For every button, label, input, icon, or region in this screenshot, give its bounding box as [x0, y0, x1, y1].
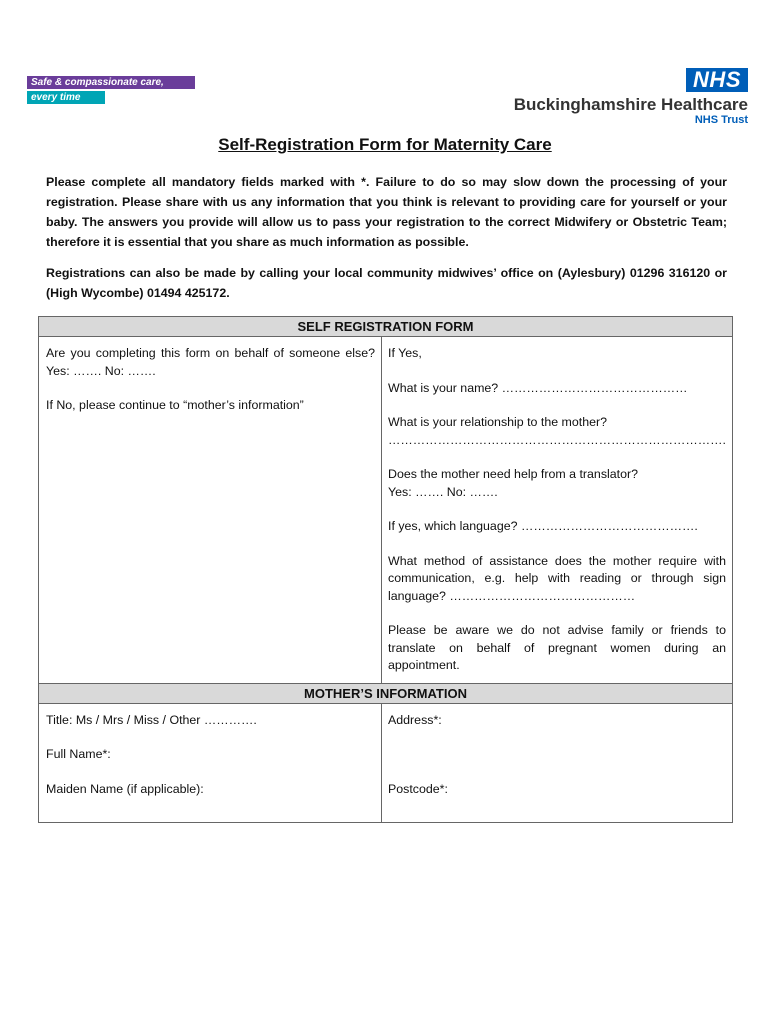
- if-yes-label: If Yes,: [388, 346, 422, 360]
- organisation-name: Buckinghamshire Healthcare: [513, 95, 748, 114]
- mother-details-section: [39, 703, 382, 822]
- mothers-information-header: MOTHER’S INFORMATION: [39, 683, 733, 703]
- self-registration-header: SELF REGISTRATION FORM: [39, 317, 733, 337]
- tagline-line-2: every time: [27, 91, 105, 104]
- translator-question-label: Does the mother need help from a translator?: [388, 467, 639, 481]
- nhs-logo: NHS: [686, 68, 748, 92]
- postcode-field[interactable]: Postcode*:: [388, 782, 448, 796]
- address-field[interactable]: Address*:: [388, 712, 442, 727]
- intro-paragraph-1: Please complete all mandatory fields marked with *. Failure to do so may slow down the processing of your registration. Please share with us any information that you think is relevant to providing care for yourself or your baby. The answers you provide will allow us to pass your registration to the correct Midwifery or Obstetric Team; therefore it is essential that you share as much information as possible.: [46, 175, 727, 249]
- full-name-field[interactable]: Full Name*:: [46, 747, 111, 761]
- representative-section: [382, 337, 733, 684]
- trust-tagline: [27, 76, 195, 106]
- if-no-instruction: If No, please continue to “mother’s information”: [46, 398, 304, 412]
- language-field[interactable]: If yes, which language? …………………………………….: [388, 519, 698, 533]
- translation-notice: Please be aware we do not advise family or friends to translate on behalf of pregnant women during an appointment.: [388, 623, 726, 672]
- maiden-name-field[interactable]: Maiden Name (if applicable):: [46, 781, 204, 796]
- title-field[interactable]: Title: Ms / Mrs / Miss / Other ………….: [46, 712, 257, 727]
- translator-question[interactable]: [388, 466, 726, 501]
- document-title: Self-Registration Form for Maternity Care: [218, 135, 552, 154]
- nhs-trust-logo: [514, 68, 748, 126]
- behalf-section: [39, 337, 382, 684]
- organisation-subtitle: NHS Trust: [694, 114, 748, 126]
- translator-options[interactable]: Yes: ……. No: …….: [388, 484, 498, 499]
- address-space: [388, 746, 726, 781]
- relationship-field[interactable]: What is your relationship to the mother? ……………………………………………………………………….: [388, 415, 726, 447]
- intro-paragraph-2: Registrations can also be made by calling your local community midwives’ office on (Aylesbury) 01296 316120 or (High Wycombe) 01494 425172.: [46, 266, 727, 300]
- representative-name-field[interactable]: What is your name? ………………………………………: [388, 380, 688, 395]
- tagline-line-1: Safe & compassionate care,: [27, 76, 195, 89]
- assistance-method-field[interactable]: What method of assistance does the mother require with communication, e.g. help with reading or through sign language? ………………………………………: [388, 553, 726, 603]
- mother-address-section: [382, 703, 733, 822]
- registration-form-table: [38, 316, 733, 823]
- behalf-question[interactable]: Are you completing this form on behalf of someone else? Yes: ……. No: …….: [46, 346, 375, 378]
